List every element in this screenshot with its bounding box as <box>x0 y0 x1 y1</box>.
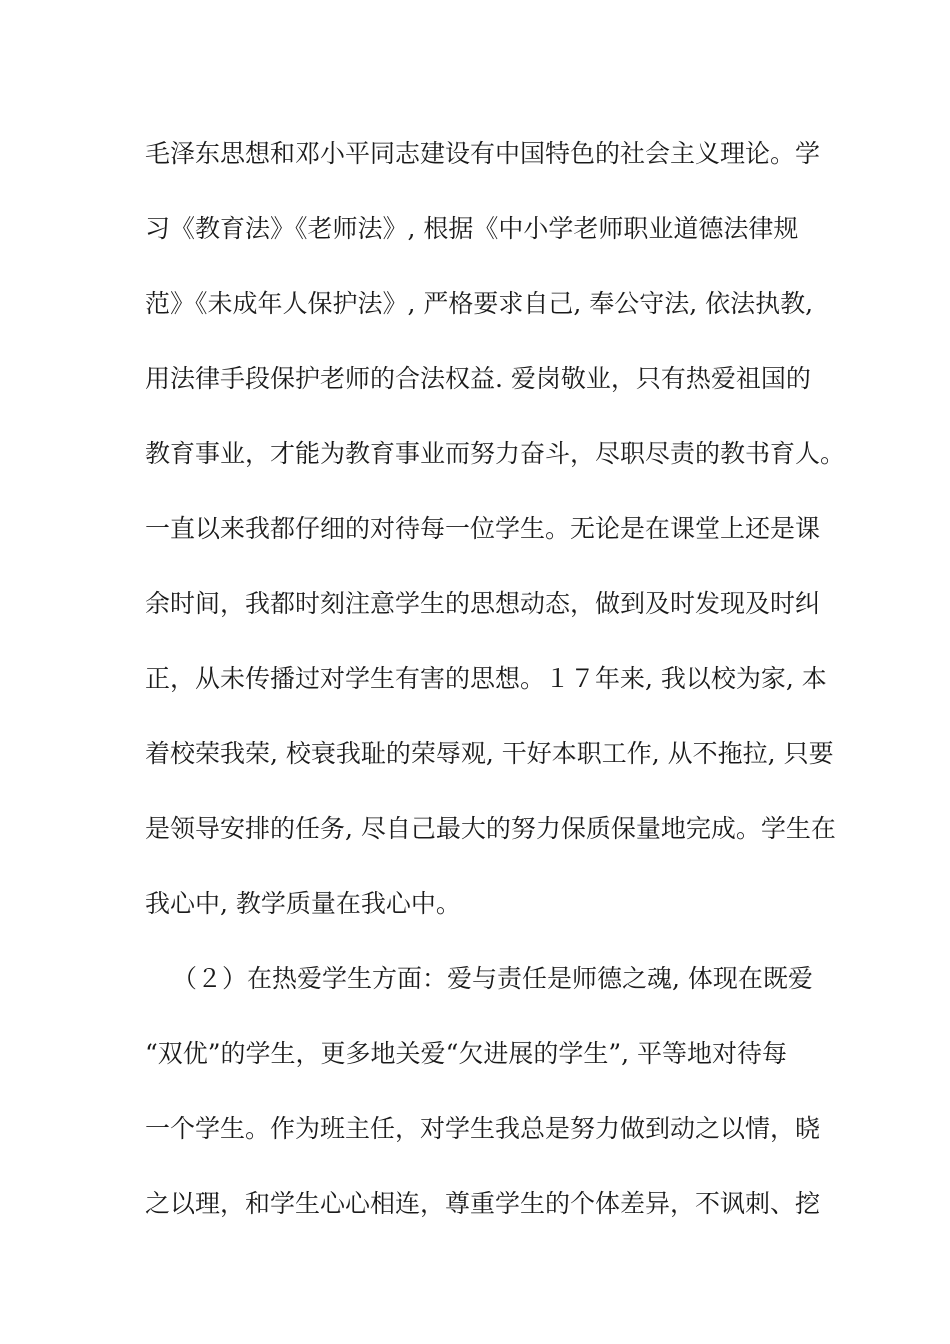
text-line: 范》《未成年人保护法》, 严格要求自己, 奉公守法, 依法执教, <box>145 289 814 318</box>
text-line: 余时间，我都时刻注意学生的思想动态，做到及时发现及时纠 <box>145 589 821 618</box>
paragraph-start-line: （２）在热爱学生方面：爱与责任是师德之魂, 体现在既爱 <box>172 964 813 993</box>
text-line: 一个学生。作为班主任，对学生我总是努力做到动之以情，晓 <box>145 1114 821 1143</box>
text-line: 用法律手段保护老师的合法权益. 爱岗敬业，只有热爱祖国的 <box>145 364 811 393</box>
body-text <box>145 129 846 1254</box>
text-line: 教育事业，才能为教育事业而努力奋斗，尽职尽责的教书育人。 <box>145 439 846 468</box>
text-line: 习《教育法》《老师法》, 根据《中小学老师职业道德法律规 <box>145 214 799 243</box>
text-line: 我心中, 教学质量在我心中。 <box>145 889 461 918</box>
text-line: 之以理，和学生心心相连，尊重学生的个体差异，不讽刺、挖 <box>145 1189 821 1218</box>
text-line: 着校荣我荣, 校衰我耻的荣辱观, 干好本职工作, 从不拖拉, 只要 <box>145 739 834 768</box>
text-line: 一直以来我都仔细的对待每一位学生。无论是在课堂上还是课 <box>145 514 821 543</box>
text-line: 是领导安排的任务, 尽自己最大的努力保质保量地完成。学生在 <box>145 814 836 843</box>
text-line: 毛泽东思想和邓小平同志建设有中国特色的社会主义理论。学 <box>145 139 821 168</box>
text-line: “双优”的学生，更多地关爱“欠进展的学生”, 平等地对待每 <box>145 1039 788 1068</box>
text-line: 正，从未传播过对学生有害的思想。１７年来, 我以校为家, 本 <box>145 664 827 693</box>
